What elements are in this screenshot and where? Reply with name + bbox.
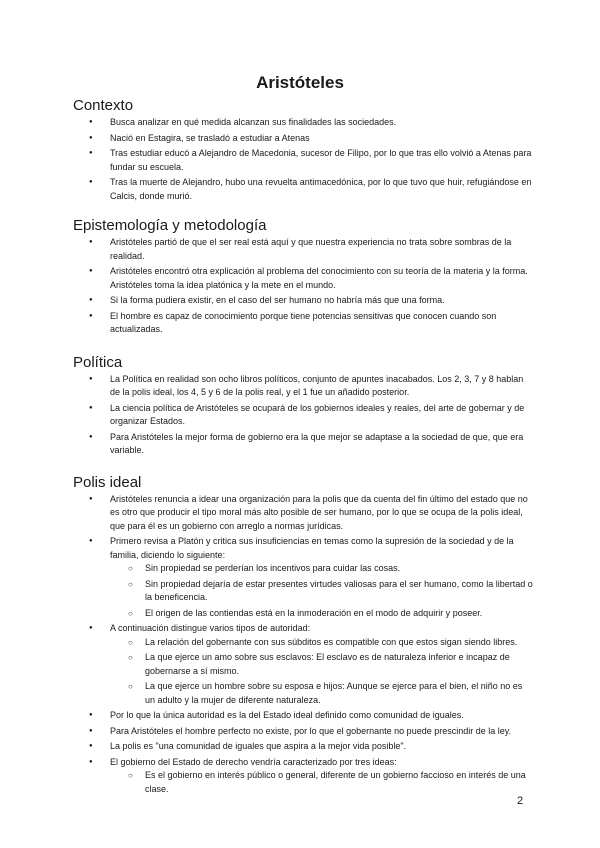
list-item: ● Para Aristóteles el hombre perfecto no existe, por lo que el gobernante no puede prescindir de la ley. [73, 725, 533, 739]
list-item: ● Por lo que la única autoridad es la del Estado ideal definido como comunidad de iguales. [73, 709, 533, 723]
list-item-text: El gobierno del Estado de derecho vendría caracterizado por tres ideas: [110, 756, 397, 767]
section-polis-ideal [73, 473, 533, 797]
sub-list-item: ○ Sin propiedad se perderían los incentivos para cuidar las cosas. [73, 562, 533, 576]
list-item: ● La polis es "una comunidad de iguales que aspira a la mejor vida posible". [73, 740, 533, 754]
list-item: ● Busca analizar en qué medida alcanzan sus finalidades las sociedades. [73, 116, 533, 130]
list-item: ● El hombre es capaz de conocimiento porque tiene potencias sensitivas que conocen cuando son actualizadas. [73, 310, 533, 337]
section-heading: Contexto [73, 97, 134, 114]
document-body [73, 96, 533, 796]
list-item [73, 622, 533, 707]
bullet-list [73, 236, 533, 337]
list-item: ● La Política en realidad son ocho libros políticos, conjunto de apuntes inacabados. Los 2, 3, 7 y 8 hablan de la polis ideal, los 4, 5 y 6 de la polis real, y el 1 fue un añadido posterior. [73, 373, 533, 400]
page-number: 2 [517, 795, 524, 807]
list-item: ● Tras la muerte de Alejandro, hubo una revuelta antimacedónica, por lo que tuvo que huir, refugiándose en Calcis, donde murió. [73, 176, 533, 203]
list-item-text: Primero revisa a Platón y critica sus insuficiencias en temas como la supresión de la sociedad y de la familia, diciendo lo siguiente: [110, 536, 514, 560]
sub-list-item: ○ Sin propiedad dejaría de estar presentes virtudes valiosas para el ser humano, como la libertad o la beneficencia. [73, 578, 533, 605]
list-item: ● Aristóteles renuncia a idear una organización para la polis que da cuenta del fin último del estado que no es otro que producir el tipo moral más alto posible de ser humano, por lo que se ocupa de la polis ideal, que para él es un gobierno con arreglo a normas jurídicas. [73, 493, 533, 534]
list-item [73, 756, 533, 797]
sub-list-item: ○ El origen de las contiendas está en la inmoderación en el modo de adquirir y poseer. [73, 607, 533, 621]
list-item: ● Para Aristóteles la mejor forma de gobierno era la que mejor se adaptase a la sociedad de que, que era variable. [73, 431, 533, 458]
section-heading: Política [73, 353, 123, 371]
section-politica [73, 353, 533, 458]
page-title: Aristóteles [256, 73, 344, 92]
section-contexto [73, 96, 533, 203]
sub-list-item: ○ La relación del gobernante con sus súbditos es compatible con que estos sigan siendo libres. [73, 636, 533, 650]
sub-list-item: ○ La que ejerce un hombre sobre su esposa e hijos: Aunque se ejerce para el bien, el niño no es un adulto y la mujer de diferente naturaleza. [73, 680, 533, 707]
list-item-text: A continuación distingue varios tipos de autoridad: [110, 623, 311, 633]
list-item: ● La ciencia política de Aristóteles se ocupará de los gobiernos ideales y reales, del arte de gobernar y de organizar Estados. [73, 402, 533, 429]
section-heading: Epistemología y metodología [73, 217, 267, 234]
sub-list-item: ○ Es el gobierno en interés público o general, diferente de un gobierno faccioso en interés de una clase. [73, 769, 533, 796]
list-item: ● Aristóteles encontró otra explicación al problema del conocimiento con su teoría de la materia y la forma. Aristóteles toma la idea platónica y la mete en el mundo. [73, 265, 533, 292]
section-heading: Polis ideal [73, 473, 142, 491]
sub-list [73, 562, 533, 620]
list-item: ● Nació en Estagira, se trasladó a estudiar a Atenas [73, 132, 533, 146]
bullet-list [73, 493, 533, 797]
list-item: ● Tras estudiar educó a Alejandro de Macedonia, sucesor de Filipo, por lo que tras ello volvió a Atenas para fundar su escuela. [73, 147, 533, 174]
list-item: ● Si la forma pudiera existir, en el caso del ser humano no habría más que una forma. [73, 294, 533, 308]
sub-list-item: ○ La que ejerce un amo sobre sus esclavos: El esclavo es de naturaleza inferior e incapaz de gobernarse a sí mismo. [73, 651, 533, 678]
section-epistemologia [73, 216, 533, 337]
sub-list [73, 636, 533, 708]
bullet-list [73, 116, 533, 203]
list-item: ● Aristóteles partió de que el ser real está aquí y que nuestra experiencia no trata sobre sombras de la realidad. [73, 236, 533, 263]
sub-list [73, 769, 533, 796]
bullet-list [73, 373, 533, 458]
list-item [73, 535, 533, 620]
